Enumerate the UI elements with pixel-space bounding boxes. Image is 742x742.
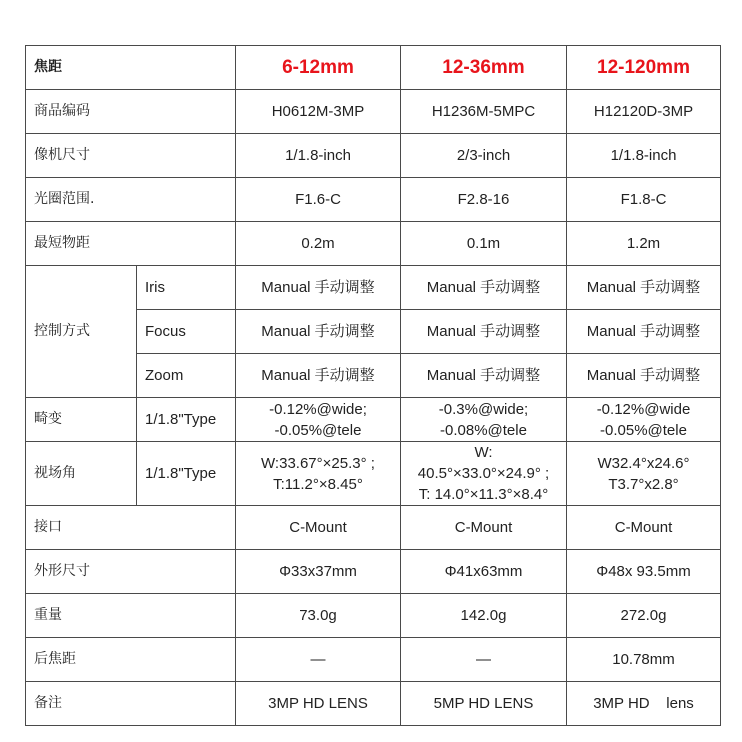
table-row-iris xyxy=(26,266,721,310)
manual-text: Manual xyxy=(426,279,476,296)
row-label-sensor: 像机尺寸 xyxy=(26,134,236,178)
table-cell xyxy=(567,398,721,442)
sub-label-type: 1/1.8"Type xyxy=(137,442,236,506)
table-cell: C-Mount xyxy=(236,506,401,550)
table-row-bfl xyxy=(26,638,721,682)
table-cell: Φ41x63mm xyxy=(401,550,567,594)
row-label-bfl: 后焦距 xyxy=(26,638,236,682)
manual-text: Manual xyxy=(426,367,476,384)
manual-text: Manual xyxy=(586,323,636,340)
table-cell: C-Mount xyxy=(567,506,721,550)
table-cell xyxy=(401,310,567,354)
table-cell xyxy=(401,266,567,310)
table-row-model xyxy=(26,90,721,134)
sub-label-focus: Focus xyxy=(137,310,236,354)
table-row-aperture xyxy=(26,178,721,222)
table-cell xyxy=(401,398,567,442)
lens-spec-table xyxy=(25,45,721,726)
row-label-mount: 接口 xyxy=(26,506,236,550)
table-cell: 1/1.8-inch xyxy=(236,134,401,178)
table-cell: 3MP HD LENS xyxy=(236,682,401,726)
manual-text: Manual xyxy=(261,279,311,296)
table-row-sensor xyxy=(26,134,721,178)
cell-line: -0.3%@wide; xyxy=(438,400,529,418)
table-cell: F2.8-16 xyxy=(401,178,567,222)
cell-line: W32.4°x24.6° xyxy=(597,454,690,472)
table-cell: F1.8-C xyxy=(567,178,721,222)
table-cell: F1.6-C xyxy=(236,178,401,222)
table-cell: 73.0g xyxy=(236,594,401,638)
table-cell xyxy=(567,354,721,398)
cell-line: W: xyxy=(474,444,493,461)
table-row-dimension xyxy=(26,550,721,594)
manual-cn-text: 手动调整 xyxy=(640,366,701,384)
row-label-note: 备注 xyxy=(26,682,236,726)
table-row-focal-length xyxy=(26,46,721,90)
table-cell xyxy=(236,354,401,398)
row-label-fov: 视场角 xyxy=(26,442,137,506)
cell-line: T: 14.0°×11.3°×8.4° xyxy=(418,486,549,503)
table-cell: 1/1.8-inch xyxy=(567,134,721,178)
cell-line: T:11.2°×8.45° xyxy=(273,475,363,493)
cell-line: T3.7°x2.8° xyxy=(608,475,679,493)
row-label-distortion: 畸变 xyxy=(26,398,137,442)
sub-label-zoom: Zoom xyxy=(137,354,236,398)
cell-line: -0.08%@tele xyxy=(440,421,527,439)
row-label-dimension: 外形尺寸 xyxy=(26,550,236,594)
row-label-mod: 最短物距 xyxy=(26,222,236,266)
table-cell xyxy=(236,310,401,354)
table-cell: — xyxy=(401,638,567,682)
table-cell: 5MP HD LENS xyxy=(401,682,567,726)
table-row-weight xyxy=(26,594,721,638)
table-cell: Φ48x 93.5mm xyxy=(567,550,721,594)
col-header-6-12: 6-12mm xyxy=(236,46,401,90)
col-header-12-36: 12-36mm xyxy=(401,46,567,90)
table-cell xyxy=(567,442,721,506)
table-cell xyxy=(236,442,401,506)
manual-cn-text: 手动调整 xyxy=(480,366,541,384)
table-row-fov xyxy=(26,442,721,506)
table-cell: 142.0g xyxy=(401,594,567,638)
cell-line: 40.5°×33.0°×24.9° ; xyxy=(417,465,550,482)
table-cell: Φ33x37mm xyxy=(236,550,401,594)
table-cell: 3MP HD lens xyxy=(567,682,721,726)
table-row-distortion xyxy=(26,398,721,442)
manual-cn-text: 手动调整 xyxy=(480,278,541,296)
col-header-12-120: 12-120mm xyxy=(567,46,721,90)
cell-line: -0.05%@tele xyxy=(274,421,362,439)
manual-text: Manual xyxy=(261,367,311,384)
manual-cn-text: 手动调整 xyxy=(640,278,701,296)
manual-text: Manual xyxy=(426,323,476,340)
manual-cn-text: 手动调整 xyxy=(314,366,375,384)
table-cell xyxy=(401,354,567,398)
table-cell: H1236M-5MPC xyxy=(401,90,567,134)
table-cell xyxy=(236,398,401,442)
table-cell: 272.0g xyxy=(567,594,721,638)
table-row-note xyxy=(26,682,721,726)
table-cell: 0.1m xyxy=(401,222,567,266)
cell-line: W:33.67°×25.3° ; xyxy=(261,454,375,472)
sub-label-iris: Iris xyxy=(137,266,236,310)
table-cell: 1.2m xyxy=(567,222,721,266)
manual-text: Manual xyxy=(586,367,636,384)
table-row-mod xyxy=(26,222,721,266)
table-cell xyxy=(567,310,721,354)
table-cell: — xyxy=(236,638,401,682)
cell-line: -0.05%@tele xyxy=(600,421,687,439)
table-cell xyxy=(236,266,401,310)
table-cell xyxy=(567,266,721,310)
row-label-aperture: 光圈范围. xyxy=(26,178,236,222)
manual-cn-text: 手动调整 xyxy=(640,322,701,340)
table-cell: H12120D-3MP xyxy=(567,90,721,134)
focal-length-label: 焦距 xyxy=(26,46,236,90)
table-cell: 2/3-inch xyxy=(401,134,567,178)
manual-cn-text: 手动调整 xyxy=(480,322,541,340)
row-label-control: 控制方式 xyxy=(26,266,137,398)
manual-cn-text: 手动调整 xyxy=(314,278,375,296)
manual-text: Manual xyxy=(261,323,311,340)
cell-line: -0.12%@wide; xyxy=(269,400,367,418)
table-cell: 0.2m xyxy=(236,222,401,266)
table-row-mount xyxy=(26,506,721,550)
row-label-weight: 重量 xyxy=(26,594,236,638)
table-cell: H0612M-3MP xyxy=(236,90,401,134)
table-cell xyxy=(401,442,567,506)
cell-line: -0.12%@wide xyxy=(596,400,691,418)
manual-text: Manual xyxy=(586,279,636,296)
table-cell: 10.78mm xyxy=(567,638,721,682)
sub-label-type: 1/1.8"Type xyxy=(137,398,236,442)
table-cell: C-Mount xyxy=(401,506,567,550)
manual-cn-text: 手动调整 xyxy=(314,322,375,340)
row-label-model: 商品编码 xyxy=(26,90,236,134)
